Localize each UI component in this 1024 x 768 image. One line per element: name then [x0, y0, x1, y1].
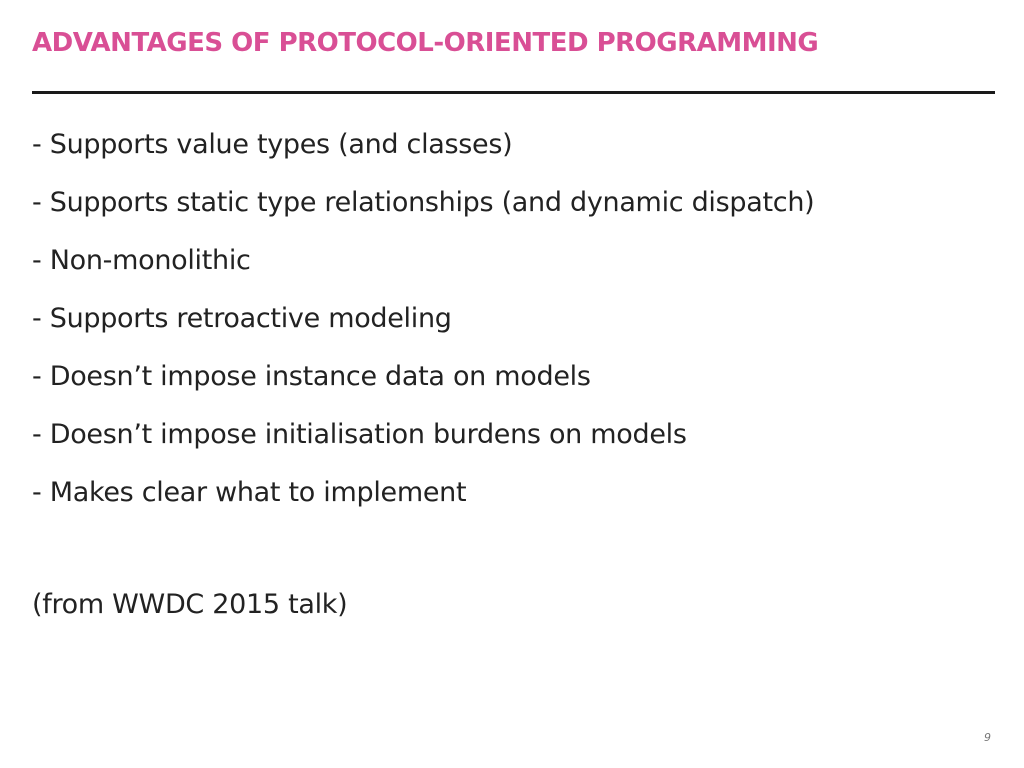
bullet-item: - Doesn’t impose instance data on models: [32, 361, 591, 392]
bullet-item: - Supports value types (and classes): [32, 129, 513, 160]
bullet-list: [32, 116, 814, 522]
bullet-item: - Makes clear what to implement: [32, 477, 467, 508]
bullet-item: - Non-monolithic: [32, 245, 251, 276]
source-note: (from WWDC 2015 talk): [32, 589, 348, 620]
slide-title: ADVANTAGES OF PROTOCOL-ORIENTED PROGRAMMING: [32, 28, 819, 58]
bullet-item: - Doesn’t impose initialisation burdens on models: [32, 419, 687, 450]
bullet-item: - Supports static type relationships (and dynamic dispatch): [32, 187, 815, 218]
title-divider: [32, 91, 995, 94]
bullet-item: - Supports retroactive modeling: [32, 303, 452, 334]
page-number: 9: [984, 731, 991, 744]
